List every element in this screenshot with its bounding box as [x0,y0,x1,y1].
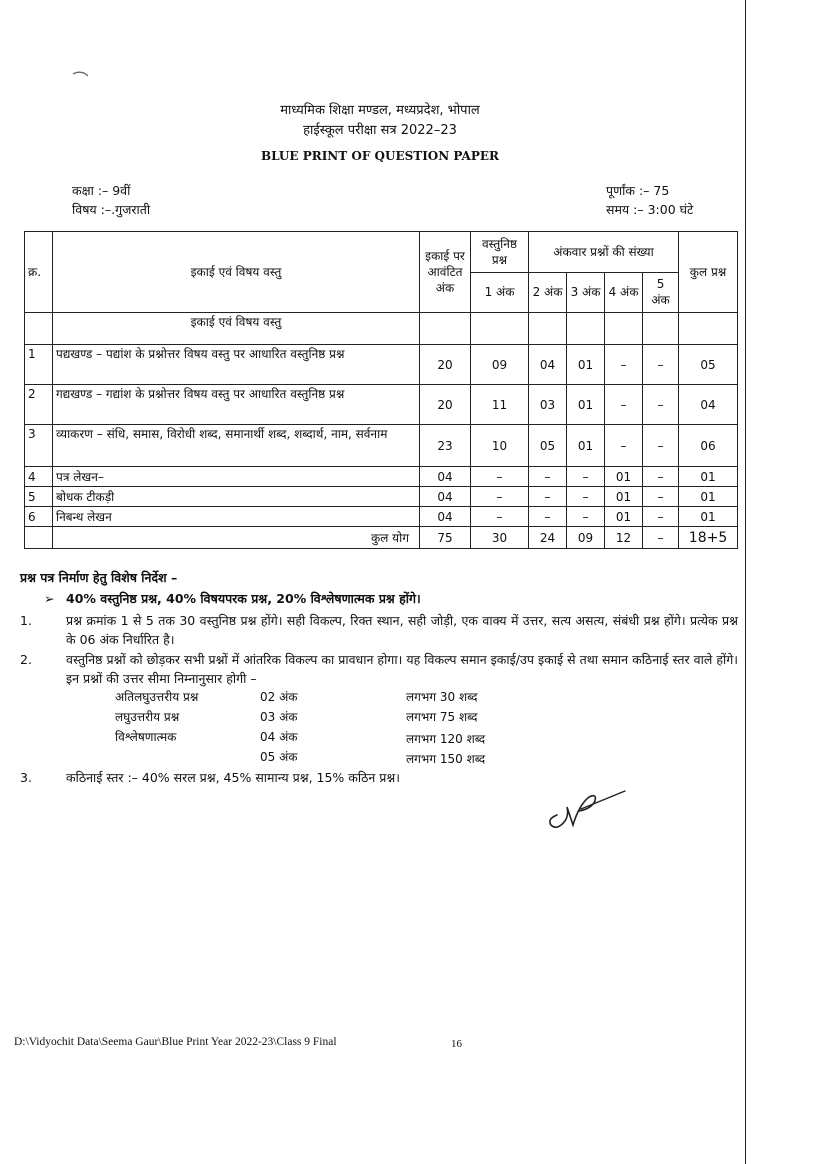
footer-file-path: D:\Vidyochit Data\Seema Gaur\Blue Print Year 2022-23\Class 9 Final [14,1036,337,1048]
limit-marks: 05 अंक [260,750,298,764]
item-number: 2. [20,652,32,667]
row-unit: गद्यखण्ड – गद्यांश के प्रश्नोत्तर विषय वस्तु पर आधारित वस्तुनिष्ठ प्रश्न [53,385,420,425]
header-3-mark: 3 अंक [567,272,605,313]
header-markwise: अंकवार प्रश्नों की संख्या [529,232,679,273]
grand-total: 18+5 [679,527,738,549]
item-number: 1. [20,613,32,628]
table-subheading-row [25,313,738,345]
limit-marks: 03 अंक [260,710,298,724]
instruction-item: प्रश्न क्रमांक 1 से 5 तक 30 वस्तुनिष्ठ प्रश्न होंगे। सही विकल्प, रिक्त स्थान, सही जोड़ी, एक वाक्य में उत्तर, सत्य असत्य, संबंधी प्रश्न होंगे। प्रत्येक प्रश्न के 06 अंक निर्धारित है। [66,613,738,647]
header-sno: क्र. [25,232,53,313]
table-row: 1 पद्यखण्ड – पद्यांश के प्रश्नोत्तर विषय वस्तु पर आधारित वस्तुनिष्ठ प्रश्न 20 09 04 01 – – 05 [25,345,738,385]
instruction-item: कठिनाई स्तर :– 40% सरल प्रश्न, 45% सामान्य प्रश्न, 15% कठिन प्रश्न। [66,770,400,785]
table-total-row: कुल योग 75 30 24 09 12 – 18+5 [25,527,738,549]
max-marks-label: पूर्णांक :– 75 [606,183,670,198]
page-number: 16 [451,1038,462,1050]
table-row: 2 गद्यखण्ड – गद्यांश के प्रश्नोत्तर विषय वस्तु पर आधारित वस्तुनिष्ठ प्रश्न 20 11 03 01 – – 04 [25,385,738,425]
limit-type: विश्लेषणात्मक [115,730,177,744]
class-label: कक्षा :– 9वीं [72,183,131,198]
row-unit: पत्र लेखन– [53,467,420,487]
header-1-mark: 1 अंक [471,272,529,313]
header-allocated-marks: इकाई पर आवंटित अंक [420,232,471,313]
total-label: कुल योग [53,527,420,549]
header-5-mark: 5 अंक [643,272,679,313]
row-unit: बोधक टीकड़ी [53,487,420,507]
document-title: BLUE PRINT OF QUESTION PAPER [260,149,500,163]
item-number: 3. [20,770,32,785]
row-unit: पद्यखण्ड – पद्यांश के प्रश्नोत्तर विषय वस्तु पर आधारित वस्तुनिष्ठ प्रश्न [53,345,420,385]
scan-mark [72,70,90,78]
blueprint-table [24,231,738,549]
limit-words: लगभग 150 शब्द [406,752,486,766]
limit-type: अतिलघुउत्तरीय प्रश्न [115,690,199,704]
limit-words: लगभग 75 शब्द [406,710,478,724]
header-total: कुल प्रश्न [679,232,738,313]
table-row: 5 बोधक टीकड़ी 04 – – – 01 – 01 [25,487,738,507]
instructions-heading: प्रश्न पत्र निर्माण हेतु विशेष निर्देश – [20,570,178,585]
header-unit: इकाई एवं विषय वस्तु [53,232,420,313]
limit-words: लगभग 30 शब्द [406,690,478,704]
page-edge-line [745,0,746,1164]
header-2-mark: 2 अंक [529,272,567,313]
table-row: 6 निबन्ध लेखन 04 – – – 01 – 01 [25,507,738,527]
bullet-arrow-icon: ➢ [44,591,55,606]
subject-label: विषय :–.गुजराती [72,202,151,217]
table-header-row [25,232,738,273]
limit-type: लघुउत्तरीय प्रश्न [115,710,180,724]
limit-marks: 04 अंक [260,730,298,744]
table-row: 4 पत्र लेखन– 04 – – – 01 – 01 [25,467,738,487]
time-label: समय :– 3:00 घंटे [606,202,694,217]
row-unit: व्याकरण – संधि, समास, विरोधी शब्द, समानार्थी शब्द, शब्दार्थ, नाम, सर्वनाम [53,425,420,467]
signature [545,785,629,833]
board-name: माध्यमिक शिक्षा मण्डल, मध्यप्रदेश, भोपाल [280,103,480,118]
limit-words: लगभग 120 शब्द [406,732,486,746]
header-4-mark: 4 अंक [605,272,643,313]
exam-session: हाईस्कूल परीक्षा सत्र 2022–23 [303,123,457,138]
instructions-bullet: 40% वस्तुनिष्ठ प्रश्न, 40% विषयपरक प्रश्न, 20% विश्लेषणात्मक प्रश्न होंगे। [66,591,421,606]
table-row: 3 व्याकरण – संधि, समास, विरोधी शब्द, समानार्थी शब्द, शब्दार्थ, नाम, सर्वनाम 23 10 05 01 – – 06 [25,425,738,467]
instruction-item: वस्तुनिष्ठ प्रश्नों को छोड़कर सभी प्रश्नों में आंतरिक विकल्प का प्रावधान होगा। यह विकल्प समान इकाई/उप इकाई से तथा समान कठिनाई स्तर वाले होंगे। इन प्रश्नों की उत्तर सीमा निम्नानुसार होगी – [66,652,738,686]
row-unit: निबन्ध लेखन [53,507,420,527]
header-objective: वस्तुनिष्ठ प्रश्न [471,232,529,273]
subheading-unit: इकाई एवं विषय वस्तु [53,313,420,345]
limit-marks: 02 अंक [260,690,298,704]
